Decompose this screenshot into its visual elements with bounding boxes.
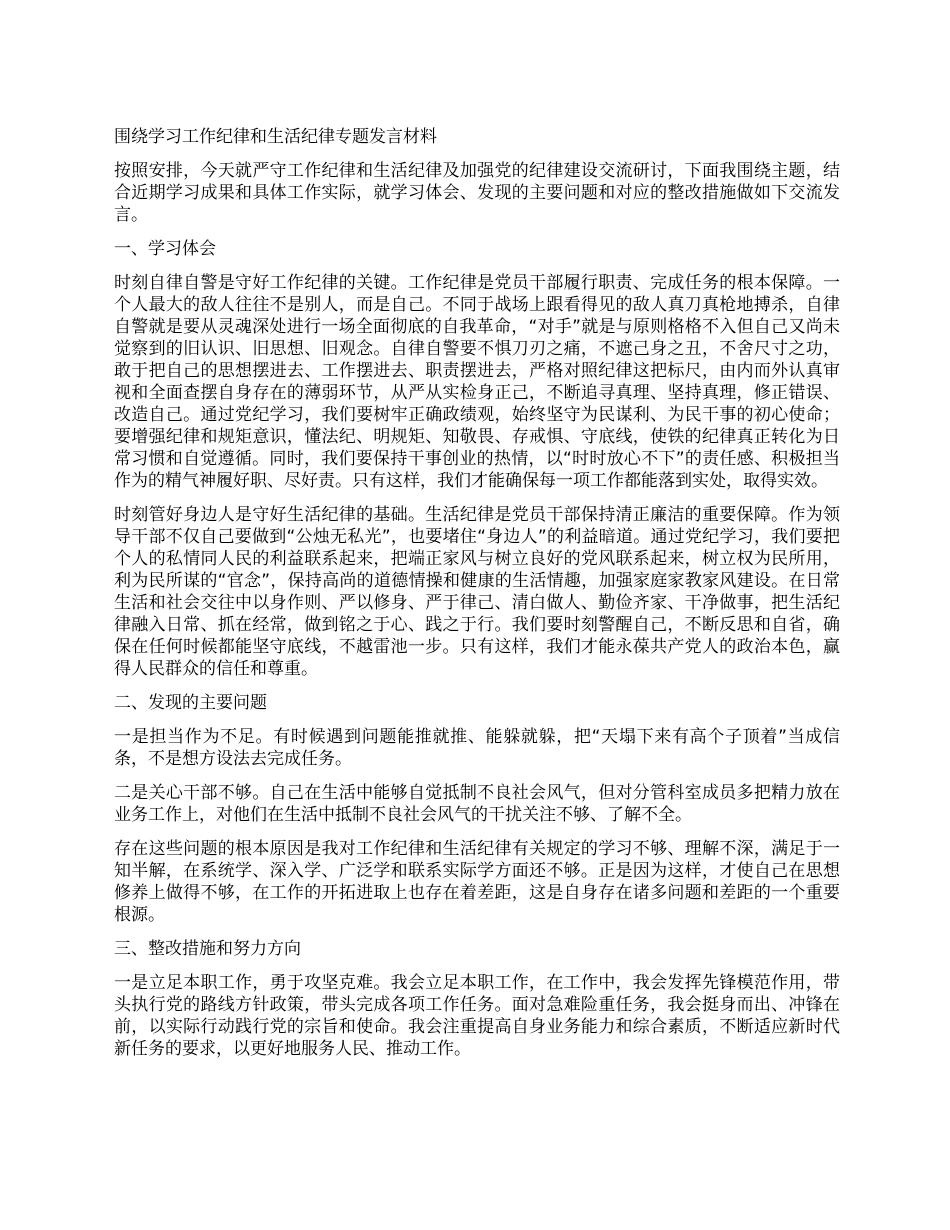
rectification-paragraph-1: 一是立足本职工作，勇于攻坚克难。我会立足本职工作，在工作中，我会发挥先锋模范作用，带头执行党的路线方针政策，带头完成各项工作任务。面对急难险重任务，我会挺身而出、冲锋在前，以实际行动践行党的宗旨和使命。我会注重提高自身业务能力和综合素质，不断适应新时代新任务的要求，以更好地服务人民、推动工作。 [114, 973, 840, 1059]
intro-paragraph: 按照安排，今天就严守工作纪律和生活纪律及加强党的纪律建设交流研讨，下面我围绕主题，结合近期学习成果和具体工作实际，就学习体会、发现的主要问题和对应的整改措施做如下交流发言。 [114, 161, 840, 225]
problems-paragraph-2: 二是关心干部不够。自己在生活中能够自觉抵制不良社会风气，但对分管科室成员多把精力放在业务工作上，对他们在生活中抵制不良社会风气的干扰关注不够、了解不全。 [114, 783, 840, 825]
learning-paragraph-2: 时刻管好身边人是守好生活纪律的基础。生活纪律是党员干部保持清正廉洁的重要保障。作为领导干部不仅自己要做到“公烛无私光”，也要堵住“身边人”的利益暗道。通过党纪学习，我们要把个人的私情同人民的利益联系起来，把端正家风与树立良好的党风联系起来，树立权为民所用，利为民所谋的“官念”，保持高尚的道德情操和健康的生活情趣，加强家庭家教家风建设。在日常生活和社会交往中以身作则、严以修身、严于律己、清白做人、勤俭齐家、干净做事，把生活纪律融入日常、抓在经常，做到铭之于心、践之于行。我们要时刻警醒自己，不断反思和自省，确保在任何时候都能坚守底线，不越雷池一步。只有这样，我们才能永葆共产党人的政治本色，赢得人民群众的信任和尊重。 [114, 505, 840, 679]
section-heading-rectification: 三、整改措施和努力方向 [114, 939, 301, 959]
section-heading-learning: 一、学习体会 [114, 239, 216, 259]
document-page [114, 126, 840, 1072]
problems-paragraph-1: 一是担当作为不足。有时候遇到问题能推就推、能躲就躲，把“天塌下来有高个子顶着”当成信条，不是想方设法去完成任务。 [114, 727, 840, 769]
section-heading-problems: 二、发现的主要问题 [114, 693, 267, 713]
problems-paragraph-3: 存在这些问题的根本原因是我对工作纪律和生活纪律有关规定的学习不够、理解不深，满足于一知半解，在系统学、深入学、广泛学和联系实际学方面还不够。正是因为这样，才使自己在思想修养上做得不够，在工作的开拓进取上也存在着差距，这是自身存在诸多问题和差距的一个重要根源。 [114, 839, 840, 925]
document-title: 围绕学习工作纪律和生活纪律专题发言材料 [114, 127, 437, 147]
learning-paragraph-1: 时刻自律自警是守好工作纪律的关键。工作纪律是党员干部履行职责、完成任务的根本保障。一个人最大的敌人往往不是别人，而是自己。不同于战场上跟看得见的敌人真刀真枪地搏杀，自律自警就是要从灵魂深处进行一场全面彻底的自我革命，“对手”就是与原则格格不入但自己又尚未觉察到的旧认识、旧思想、旧观念。自律自警要不惧刀刃之痛，不遮己身之丑，不舍尺寸之功，敢于把自己的思想摆进去、工作摆进去、职责摆进去，严格对照纪律这把标尺，由内而外认真审视和全面查摆自身存在的薄弱环节，从严从实检身正己，不断追寻真理、坚持真理，修正错误、改造自己。通过党纪学习，我们要树牢正确政绩观，始终坚守为民谋利、为民干事的初心使命；要增强纪律和规矩意识，懂法纪、明规矩、知敬畏、存戒惧、守底线，使铁的纪律真正转化为日常习惯和自觉遵循。同时，我们要保持干事创业的热情，以“时时放心不下”的责任感、积极担当作为的精气神履好职、尽好责。只有这样，我们才能确保每一项工作都能落到实处，取得实效。 [114, 273, 840, 491]
